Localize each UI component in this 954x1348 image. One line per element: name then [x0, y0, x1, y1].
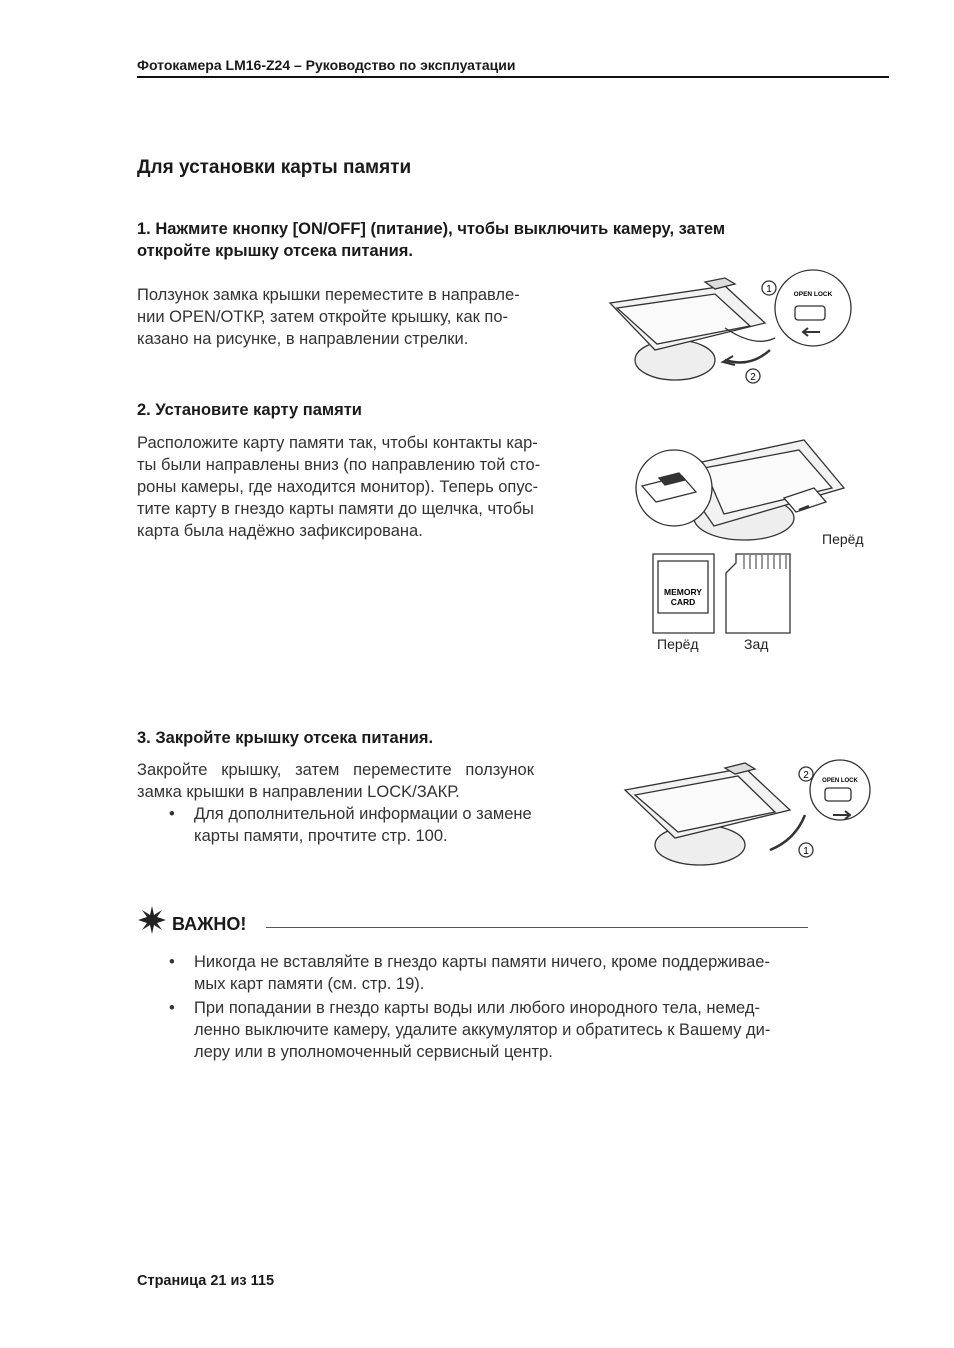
step-2-title: 2. Установите карту памяти: [137, 401, 362, 419]
open-cover-illustration: [605, 268, 855, 390]
switch-zoom-circle: [810, 760, 870, 820]
step-3-text: [137, 759, 607, 803]
text-line: замка крышки в направлении LOCK/ЗАКР.: [137, 783, 460, 801]
text-line: Никогда не вставляйте в гнездо карты памяти ничего, кроме поддерживае-: [194, 953, 770, 971]
switch-zoom-circle: [775, 270, 851, 346]
lens-base: [635, 340, 715, 380]
callout-1-label: 1: [766, 284, 772, 295]
bullet-item: [137, 803, 607, 847]
text-line: леру или в уполномоченный сервисный центр.: [194, 1043, 553, 1061]
page-header: Фотокамера LM16-Z24 – Руководство по эксплуатации: [137, 57, 516, 73]
switch-label: OPEN LOCK: [793, 291, 833, 298]
switch-label: OPEN LOCK: [822, 778, 858, 784]
bullet-dot: •: [169, 999, 175, 1017]
important-title: ВАЖНО!: [172, 914, 247, 934]
section-title: Для установки карты памяти: [137, 157, 412, 178]
step-1-text: [137, 284, 587, 350]
step-1-title-line-2: откройте крышку отсека питания.: [137, 242, 413, 260]
important-item: [137, 997, 892, 1063]
text-line: мых карт памяти (см. стр. 19).: [194, 975, 425, 993]
close-arrow: [770, 815, 805, 850]
camera-dial: [705, 278, 735, 289]
page-footer: Страница 21 из 115: [137, 1273, 275, 1289]
text-line: Закройте крышку, затем переместите ползунок: [137, 761, 534, 779]
text-line: Ползунок замка крышки переместите в направле-: [137, 286, 520, 304]
step-3-bullet: [137, 803, 607, 847]
important-item: [137, 951, 892, 995]
text-line: ты были направлены вниз (по направлению той сто-: [137, 456, 541, 474]
bullet-text: [194, 803, 532, 847]
callout-2-label: 2: [750, 372, 756, 383]
bullet-dot: •: [169, 805, 175, 823]
important-divider: [266, 927, 808, 928]
callout-2-label: 2: [803, 770, 809, 781]
bullet-text: [194, 997, 892, 1063]
close-cover-illustration: [620, 760, 875, 870]
callout-1-label: 1: [803, 846, 809, 857]
text-line: карта была надёжно зафиксирована.: [137, 522, 423, 540]
text-line: Для дополнительной информации о замене: [194, 805, 532, 823]
starburst-icon: [138, 906, 166, 934]
important-list: [137, 951, 892, 1063]
text-line: казано на рисунке, в направлении стрелки.: [137, 330, 469, 348]
text-line: ленно выключите камеру, удалите аккумулятор и обратитесь к Вашему ди-: [194, 1021, 771, 1039]
text-line: тите карту в гнездо карты памяти до щелчка, чтобы: [137, 500, 534, 518]
text-line: карты памяти, прочтите стр. 100.: [194, 827, 448, 845]
text-line: При попадании в гнездо карты воды или любого инородного тела, немед-: [194, 999, 760, 1017]
text-line: роны камеры, где находится монитор). Теперь опус-: [137, 478, 539, 496]
step-1-title-line-1: 1. Нажмите кнопку [ON/OFF] (питание), чтобы выключить камеру, затем: [137, 220, 726, 238]
step-1-title: [137, 218, 897, 262]
memory-card-sides-illustration: [650, 553, 800, 635]
bullet-dot: •: [169, 953, 175, 971]
text-line: Расположите карту памяти так, чтобы контакты кар-: [137, 434, 538, 452]
card-back-label: Зад: [744, 636, 769, 652]
card-text-line-2: CARD: [670, 597, 696, 607]
card-text-line-1: MEMORY: [664, 587, 702, 597]
front-label-camera: Перёд: [822, 531, 864, 547]
step-3-title: 3. Закройте крышку отсека питания.: [137, 729, 434, 747]
card-front-label: Перёд: [657, 636, 699, 652]
step-2-text: [137, 432, 617, 542]
text-line: нии OPEN/ОТКР, затем откройте крышку, как по-: [137, 308, 509, 326]
insert-card-illustration: [634, 428, 864, 552]
bullet-text: [194, 951, 892, 995]
header-divider: [137, 76, 889, 78]
